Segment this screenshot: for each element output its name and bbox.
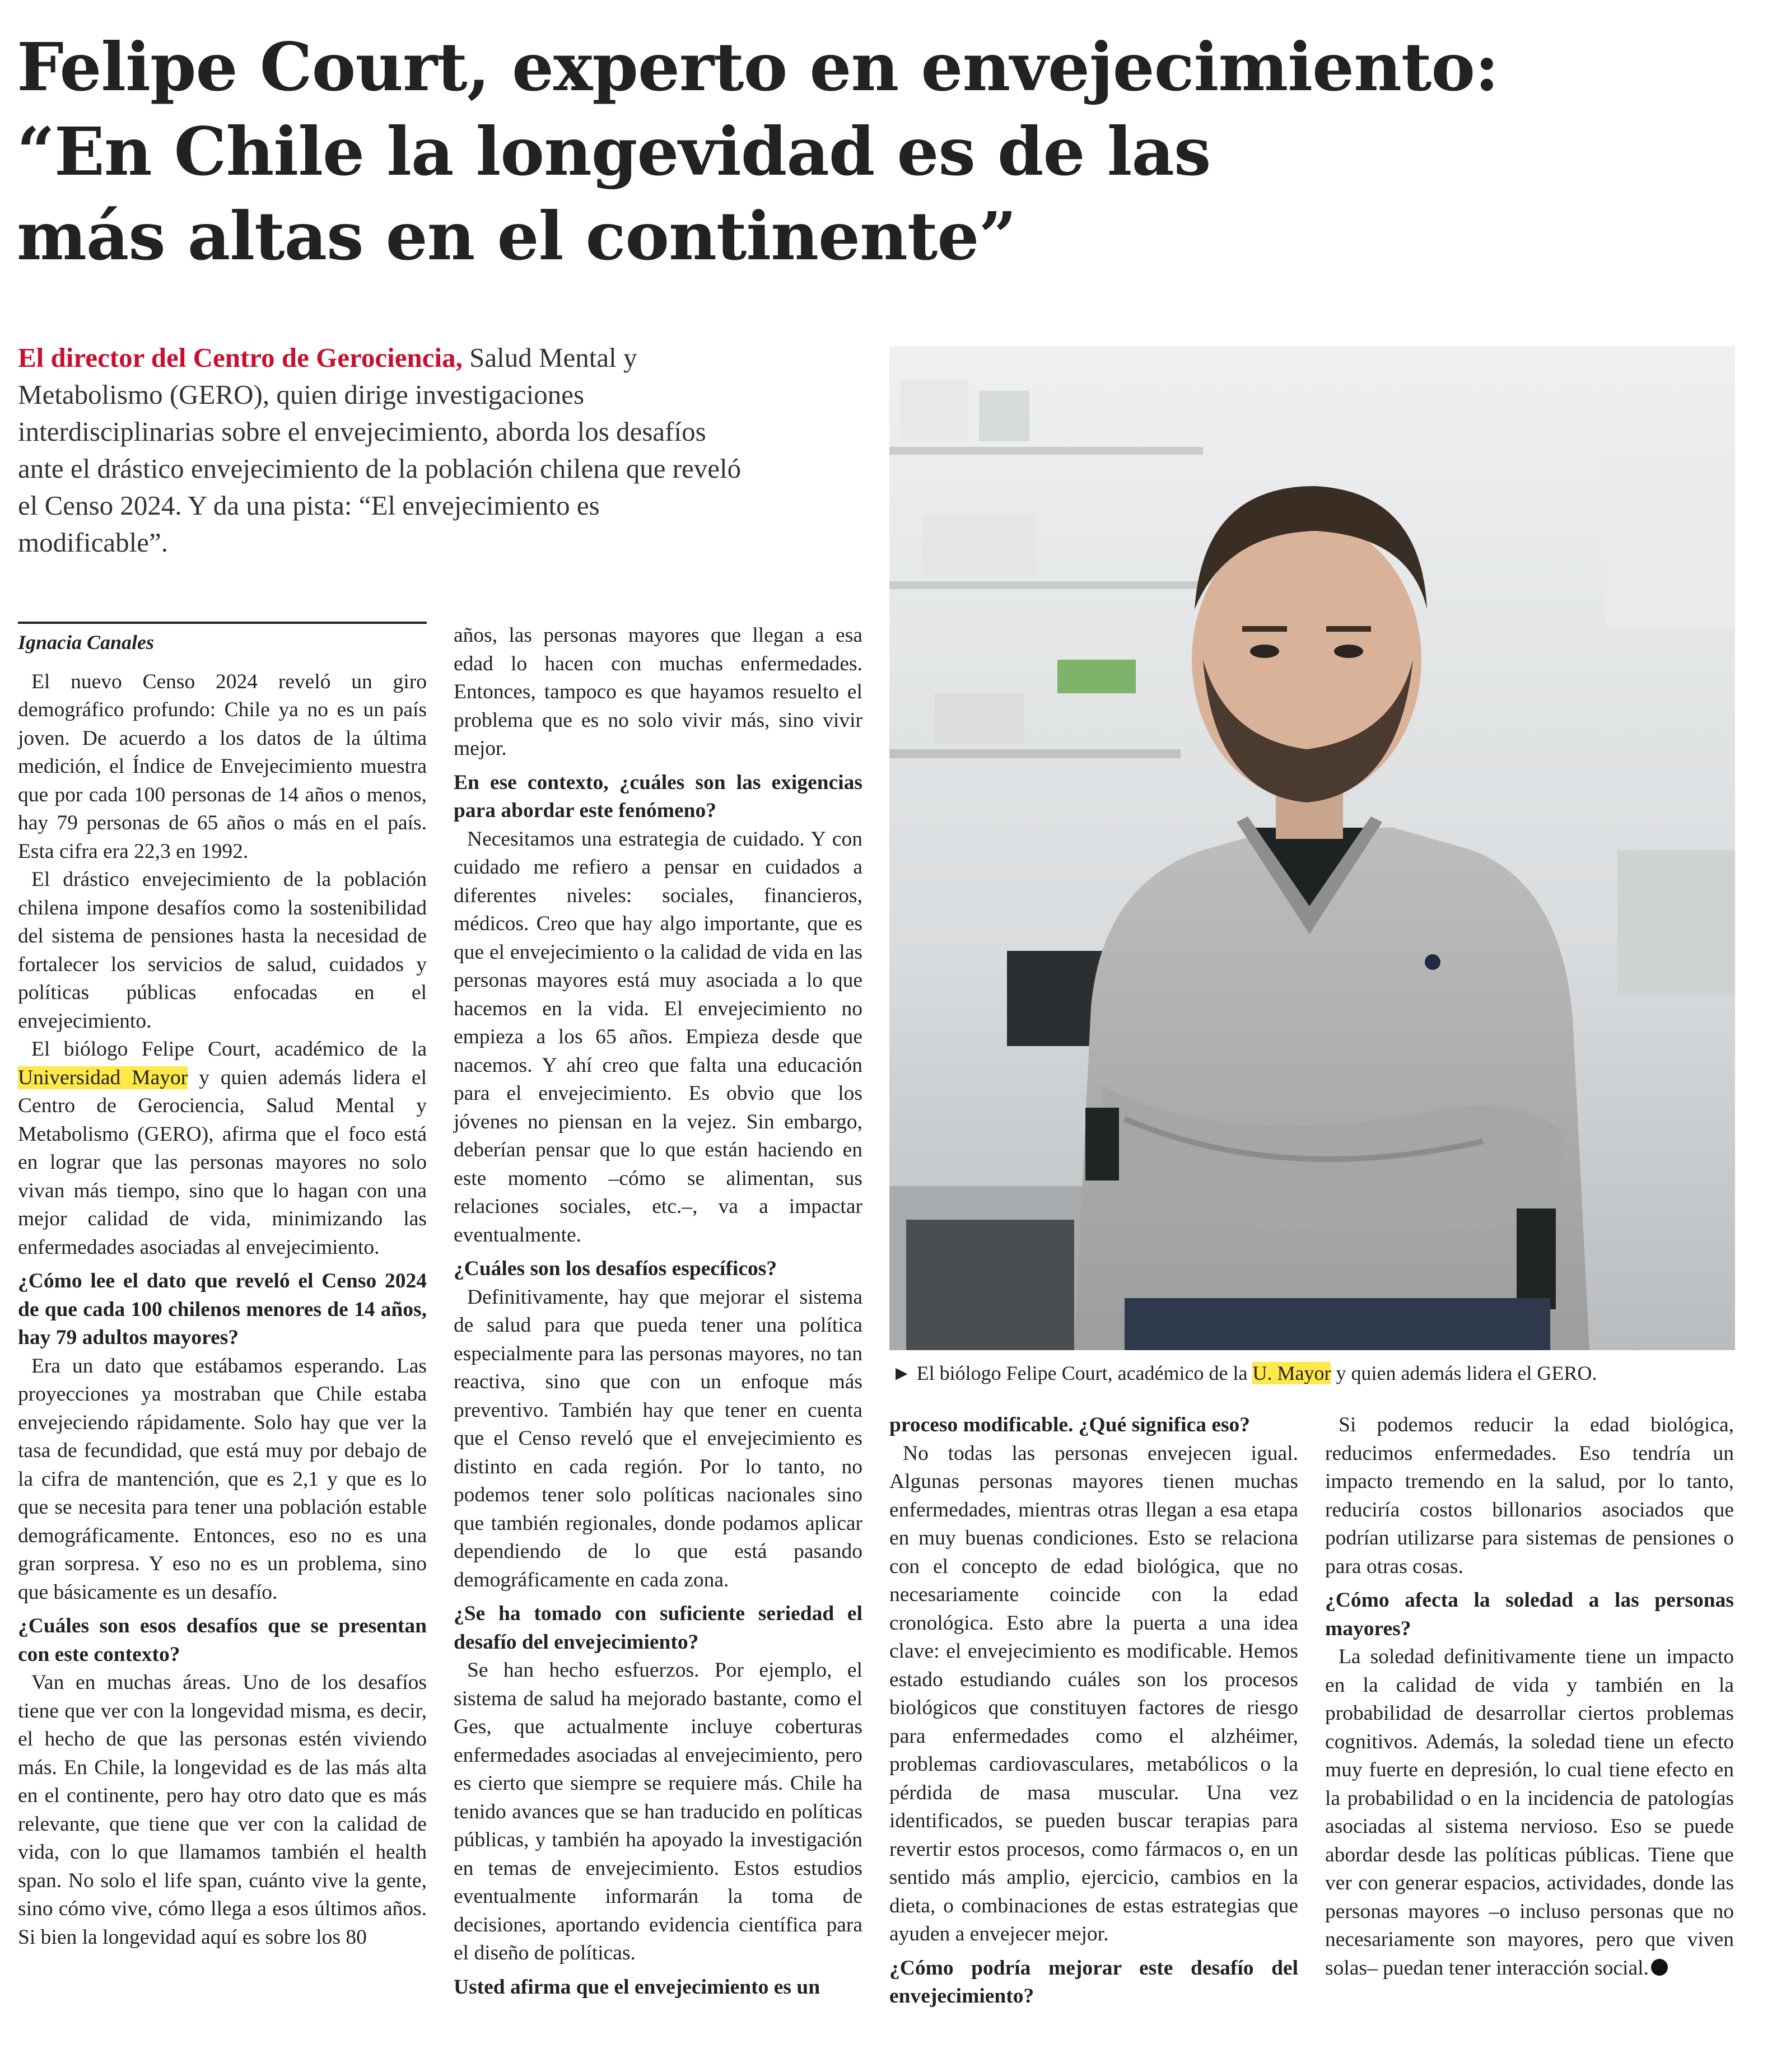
interview-question: ¿Cómo podría mejorar este desafío del envejecimiento?: [889, 1956, 1298, 2008]
interview-question: ¿Cuáles son los desafíos específicos?: [454, 1257, 777, 1280]
lead-paragraph: [18, 339, 752, 561]
interview-question-start: Usted afirma que el envejecimiento es un: [454, 1975, 820, 1999]
interview-answer: Necesitamos una estrategia de cuidado. Y con cuidado me refiero a pensar en cuidados a diferentes niveles: sociales, financieros, médicos. Creo que hay algo importante, que es que el envejecimiento o la calidad de vida en las personas mayores está muy asociada a lo que hacemos en la vida. El envejecimiento no empieza a los 65 años. Empieza desde que nacemos. Y ahí creo que falta una educación para el envejecimiento. Es obvio que los jóvenes no piensan en la vejez. Sin embargo, deberían pensar que lo que están haciendo en este momento –cómo se alimentan, sus relaciones sociales, etc.–, va a impactar eventualmente.: [454, 827, 862, 1247]
byline: Ignacia Canales: [18, 622, 427, 657]
paragraph: El drástico envejecimiento de la población chilena impone desafíos como la sostenibilidad del sistema de pensiones hasta la necesidad de fortalecer los servicios de salud, cuidados y políticas públicas enfocadas en el envejecimiento.: [18, 868, 427, 1033]
interview-question: ¿Se ha tomado con suficiente seriedad el desafío del envejecimiento?: [454, 1602, 862, 1654]
portrait-illustration: [889, 346, 1735, 1350]
portrait-photo: [889, 346, 1735, 1350]
interview-answer: Era un dato que estábamos esperando. Las proyecciones ya mostraban que Chile estaba envejeciendo rápidamente. Solo hay que ver la tasa de fecundidad, que está muy por debajo de la cifra de mantención, que es 2,1 y que es lo que se necesita para tener una población estable demográficamente. Entonces, eso no es una gran sorpresa. Y eso no es un problema, sino que básicamente es un desafío.: [18, 1354, 427, 1604]
lead-strong: El director del Centro de Gerociencia,: [18, 342, 463, 373]
caption-text-start: El biólogo Felipe Court, académico de la: [916, 1362, 1253, 1384]
interview-question: En ese contexto, ¿cuáles son las exigencias para abordar este fenómeno?: [454, 771, 862, 822]
interview-question: ¿Cómo lee el dato que reveló el Censo 2024 de que cada 100 chilenos menores de 14 años, hay 79 adultos mayores?: [18, 1270, 427, 1349]
article-column-1: [18, 622, 427, 1952]
paragraph-text: y quien además lidera el Centro de Gerociencia, Salud Mental y Metabolismo (GERO), afirma que el foco está en lograr que las personas mayores no solo vivan más tiempo, sino que lo hagan con una mejor calidad de vida, minimizando las enfermedades asociadas al envejecimiento.: [18, 1066, 427, 1259]
paragraph: [18, 1035, 427, 1262]
interview-answer: Definitivamente, hay que mejorar el sistema de salud para que pueda tener una política especialmente para las personas mayores, no tan reactiva, sino que con un enfoque más preventivo. También hay que tener en cuenta que el Censo reveló que el envejecimiento es distinto en cada región. Por lo tanto, no podemos tener solo políticas nacionales sino que también regionales, donde podamos aplicar dependiendo de lo que está pasando demográficamente en cada zona.: [454, 1285, 862, 1592]
caption-text-end: y quien además lidera el GERO.: [1331, 1362, 1597, 1384]
lead-rest: Salud Mental y Metabolismo (GERO), quien dirige investigaciones interdisciplinarias sobre el envejecimiento, aborda los desafíos ante el drástico envejecimiento de la población chilena que reveló el Censo 2024. Y da una pista: “El envejecimiento es modificable”.: [18, 342, 742, 558]
interview-answer: [1325, 1643, 1734, 1982]
answer-text: La soledad definitivamente tiene un impacto en la calidad de vida y también en la probabilidad de desarrollar ciertos problemas cognitivos. Además, la soledad tiene un efecto muy fuerte en depresión, lo cual tiene efecto en la probabilidad o en la incidencia de patologías asociadas al sistema nervioso. Eso se puede abordar desde las políticas públicas. Tiene que ver con generar espacios, actividades, donde las personas mayores –o incluso personas que no necesariamente son mayores, pero que viven solas– puedan tener interacción social.: [1325, 1645, 1734, 1980]
interview-answer: Van en muchas áreas. Uno de los desafíos tiene que ver con la longevidad misma, es decir, el hecho de que las personas estén viviendo más. En Chile, la longevidad es de las más alta en el continente, pero hay otro dato que es más relevante, que tiene que ver con la calidad de vida, con lo que llamamos también el health span. No solo el life span, cuánto vive la gente, sino cómo vive, cómo llega a esos últimos años. Si bien la longevidad aquí es sobre los 80: [18, 1671, 427, 1949]
headline-line-1: Felipe Court, experto en envejecimiento:: [17, 28, 1499, 106]
interview-question: ¿Cuáles son esos desafíos que se presentan con este contexto?: [18, 1614, 427, 1666]
interview-answer: No todas las personas envejecen igual. Algunas personas mayores tienen muchas enfermedades, mientras otras llegan a esa etapa en muy buenas condiciones. Esto se relaciona con el concepto de edad biológica, que no necesariamente coincide con la edad cronológica. Esto abre la puerta a una idea clave: el envejecimiento es modificable. Hemos estado estudiando cuáles son los procesos biológicos que constituyen factores de riesgo para enfermedades como el alzhéimer, problemas cardiovasculares, metabólicos o la pérdida de masa muscular. Una vez identificados, se pueden buscar terapias para revertir estos procesos, como fármacos o, en un sentido más amplio, ejercicio, cambios en la dieta, o combinaciones de estas estrategias que ayuden a envejecer mejor.: [889, 1441, 1298, 1945]
caption-marker: ►: [892, 1362, 917, 1384]
article-column-3: [889, 1411, 1298, 2011]
photo-caption: [892, 1359, 1737, 1388]
highlighted-university: Universidad Mayor: [18, 1066, 188, 1089]
article-column-4: [1325, 1411, 1734, 1982]
article-column-2: [454, 622, 862, 2001]
headline-line-3: más altas en el continente”: [17, 197, 1016, 276]
interview-question-end: proceso modificable. ¿Qué significa eso?: [889, 1413, 1251, 1436]
paragraph: El nuevo Censo 2024 reveló un giro demográfico profundo: Chile ya no es un país joven. De acuerdo a los datos de la última medición, el Índice de Envejecimiento muestra que por cada 100 personas de 14 años o menos, hay 79 personas de 65 años o más en el país. Esta cifra era 22,3 en 1992.: [18, 670, 427, 863]
paragraph-text: El biólogo Felipe Court, académico de la: [31, 1038, 427, 1061]
caption-highlight: U. Mayor: [1252, 1362, 1331, 1384]
interview-answer-continued: años, las personas mayores que llegan a esa edad lo hacen con muchas enfermedades. Entonces, tampoco es que hayamos resuelto el problema que es no solo vivir más, sino vivir mejor.: [454, 624, 862, 760]
headline: [17, 25, 1753, 278]
interview-answer: Se han hecho esfuerzos. Por ejemplo, el sistema de salud ha mejorado bastante, como el Ges, que actualmente incluye coberturas enfermedades asociadas al envejecimiento, pero es cierto que siempre se requiere más. Chile ha tenido avances que se han traducido en políticas públicas, y también ha apoyado la investigación en temas de envejecimiento. Estos estudios eventualmente informarán la toma de decisiones, aportando evidencia científica para el diseño de políticas.: [454, 1659, 862, 1964]
interview-question: ¿Cómo afecta la soledad a las personas mayores?: [1325, 1589, 1734, 1640]
interview-answer: Si podemos reducir la edad biológica, reducimos enfermedades. Eso tendría un impacto tremendo en la salud, por lo tanto, reduciría costos billonarios asociados que podrían utilizarse para sistemas de pensiones o para otras cosas.: [1325, 1413, 1734, 1578]
headline-line-2: “En Chile la longevidad es de las: [17, 113, 1211, 191]
end-mark-icon: [1651, 1959, 1668, 1976]
